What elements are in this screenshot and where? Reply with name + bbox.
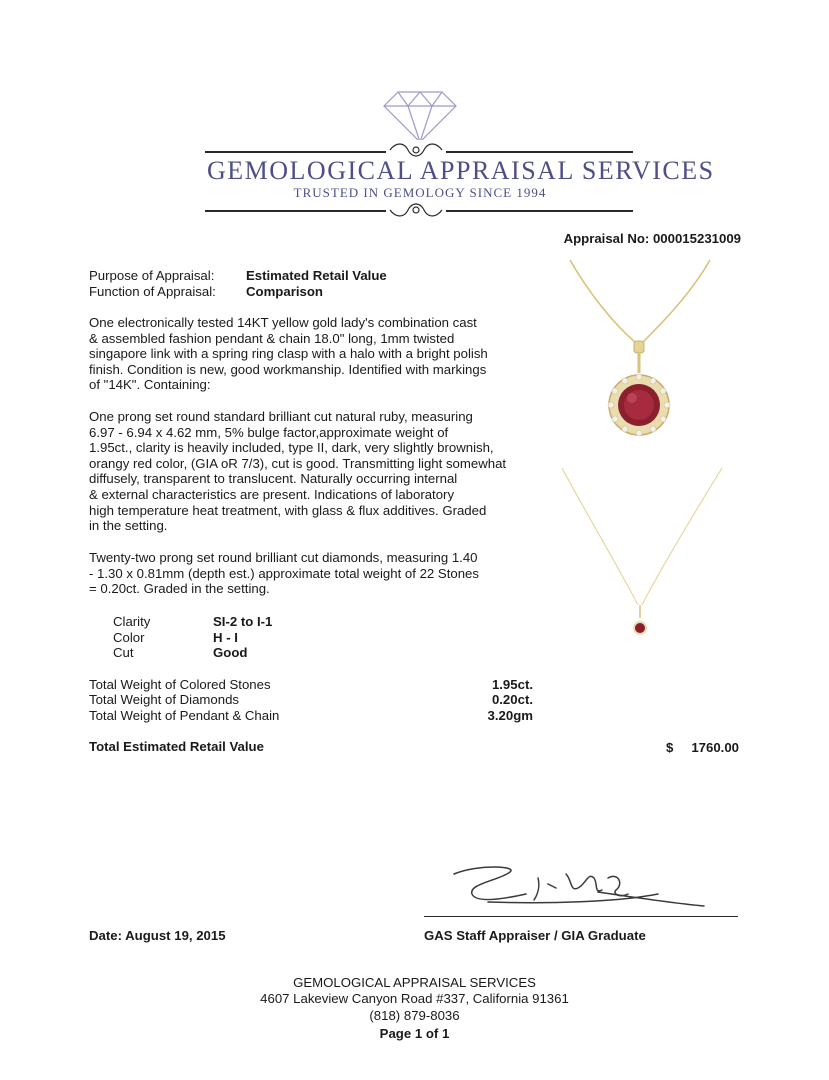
total-pendant-value: 3.20gm [487,708,533,723]
grade-label-clarity: Clarity [113,614,151,629]
diamond-outline-icon [380,86,460,146]
grade-label-cut: Cut [113,645,134,660]
total-colored-label: Total Weight of Colored Stones [89,677,271,692]
footer-address: 4607 Lakeview Canyon Road #337, California 91361 [260,991,569,1006]
diamond-description [89,550,479,597]
appraiser-signature [448,858,708,918]
total-colored-value: 1.95ct. [491,677,533,692]
ruby-line: 6.97 - 6.94 x 4.62 mm, 5% bulge factor,approximate weight of [89,424,449,440]
appraiser-title: GAS Staff Appraiser / GIA Graduate [424,928,646,943]
retail-value-label: Total Estimated Retail Value [89,739,264,754]
retail-amount: 1760.00 [691,740,739,755]
description-line: finish. Condition is new, good workmanship. Identified with markings [89,361,487,377]
function-label: Function of Appraisal: [89,284,216,299]
ruby-line: & external characteristics are present. Indications of laboratory [89,486,455,502]
total-diamonds-value: 0.20ct. [491,692,533,707]
diamond-line: Twenty-two prong set round brilliant cut diamonds, measuring 1.40 [89,550,478,565]
grade-value-color: H - I [213,630,238,645]
ruby-line: One prong set round standard brilliant cut natural ruby, measuring [89,409,473,424]
ruby-line: in the setting. [89,518,168,534]
description-line: of "14K". Containing: [89,377,211,393]
ruby-line: orangy red color, (GIA oR 7/3), cut is good. Transmitting light somewhat [89,455,507,471]
signature-line [424,916,738,917]
purpose-value: Estimated Retail Value [246,268,387,283]
appraisal-date: Date: August 19, 2015 [89,928,226,943]
header-ornament-bottom [386,200,446,220]
ruby-line: high temperature heat treatment, with glass & flux additives. Graded [89,502,487,518]
appraisal-number: Appraisal No: 000015231009 [563,231,741,246]
grade-value-clarity: SI-2 to I-1 [213,614,273,629]
grade-value-cut: Good [213,645,248,660]
company-name: GEMOLOGICAL APPRAISAL SERVICES [207,156,715,185]
function-value: Comparison [246,284,323,299]
total-pendant-label: Total Weight of Pendant & Chain [89,708,280,723]
logo [380,86,460,146]
ruby-description [89,409,506,534]
item-description [89,315,488,393]
pendant-chain-image [560,460,730,645]
description-line: One electronically tested 14KT yellow gold lady's combination cast [89,315,477,330]
footer-phone: (818) 879-8036 [369,1008,460,1023]
page-number: Page 1 of 1 [379,1026,450,1041]
description-line: & assembled fashion pendant & chain 18.0" long, 1mm twisted [89,330,455,346]
footer-company: GEMOLOGICAL APPRAISAL SERVICES [293,975,536,990]
grade-label-color: Color [113,630,145,645]
purpose-label: Purpose of Appraisal: [89,268,215,283]
diamond-line: = 0.20ct. Graded in the setting. [89,581,270,597]
ruby-line: 1.95ct., clarity is heavily included, type II, dark, very slightly brownish, [89,440,494,456]
retail-currency: $ [666,740,674,755]
description-line: singapore link with a spring ring clasp with a halo with a bright polish [89,346,488,362]
company-tagline: TRUSTED IN GEMOLOGY SINCE 1994 [293,185,547,200]
diamond-line: - 1.30 x 0.81mm (depth est.) approximate total weight of 22 Stones [89,565,479,581]
pendant-closeup-image [560,255,720,455]
ruby-line: diffusely, transparent to translucent. Naturally occurring internal [89,471,458,487]
total-diamonds-label: Total Weight of Diamonds [89,692,240,707]
